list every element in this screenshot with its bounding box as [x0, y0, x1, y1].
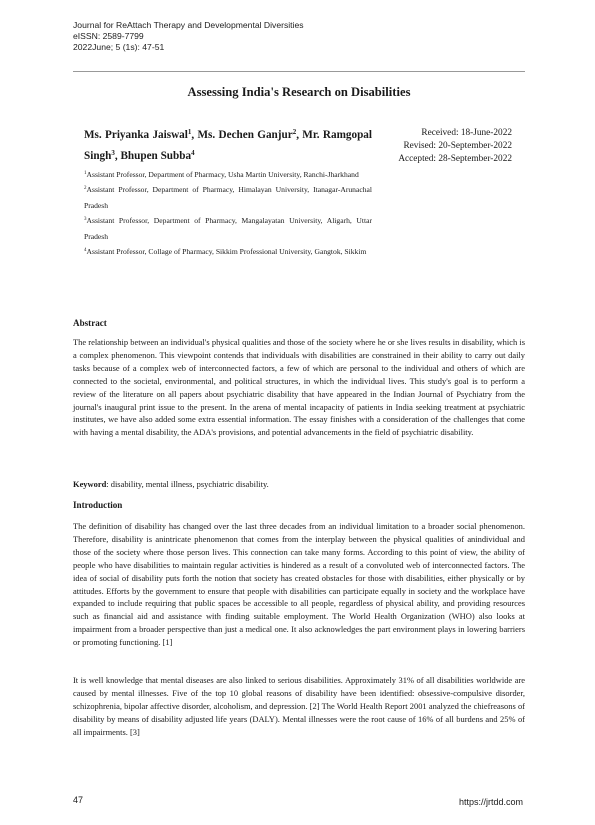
introduction-heading: Introduction [73, 500, 123, 510]
affiliation-sup: 1 [84, 171, 87, 176]
affiliation-list [84, 167, 372, 259]
journal-header [73, 20, 304, 53]
affiliation-sup: 3 [84, 217, 87, 223]
author-name: Mr. Ramgopal Singh [84, 129, 373, 162]
keywords-label: Keyword [73, 479, 107, 489]
keywords [73, 479, 269, 489]
submission-dates [398, 127, 512, 166]
page-number: 47 [73, 795, 84, 805]
author-separator: , [296, 129, 303, 141]
affiliation-text: Assistant Professor, Department of Pharmacy, Usha Martin University, Ranchi-Jharkhand [86, 170, 359, 179]
author-name: Bhupen Subba [120, 150, 192, 162]
header-divider [73, 71, 525, 72]
author-name: Ms. Priyanka Jaiswal [84, 129, 188, 141]
author-list [84, 125, 372, 167]
date-revised: Revised: 20-September-2022 [403, 141, 512, 151]
keywords-text: : disability, mental illness, psychiatric disability. [106, 479, 269, 489]
affiliation-sup: 4 [84, 248, 87, 254]
author-name: Ms. Dechen Ganjur [197, 129, 293, 141]
author-sup: 3 [111, 149, 115, 157]
affiliation [84, 167, 372, 182]
affiliation [84, 182, 372, 213]
affiliation-text: Assistant Professor, Collage of Pharmacy, Sikkim Professional University, Gangtok, Sikkim [86, 247, 367, 257]
introduction-paragraph-1: The definition of disability has changed over the last three decades from an individual limitation to a broader social phenomenon. Therefore, disability is anintricate phenomenon that comes from the interplay between the physical qualities of anindividual and those of the society where those person lives. This connection can take many forms. According to this point of view, the ability of people who have disabilities to maintain regular activities is hindered as a result of a convoluted web of interconnected factors. The idea of social of disability puts forth the notion that society has created obstacles for those with disabilities, either physically or by attitudes. Efforts by the government to ensure that people with disabilities can participate equally in society and the workplace have expanded to include requiring that public spaces be accessible to all people, regardless of physical ability, and providing resources such as financial aid and assistance with finding suitable employment. The World Health Organization (WHO) also looks at impairment from a broader perspective than just a medical one. It also acknowledges the part environment plays in lowering barriers or promoting functioning. [1] [73, 521, 525, 648]
abstract-body: The relationship between an individual's physical qualities and those of the society where he or she lives results in disability, which is a complex phenomenon. This viewpoint contends that individuals with disabilities are constrained in their ability to carry out daily tasks because of a complex web of interconnected factors, a few of which are personal to the individual and others of which are connected to the societal, environmental, and political structures, in which the individual lives. This study's goal is to perform a review of the literature on all papers about psychiatric disability that have appeared in the Indian Journal of Psychiatry from the journal's inaugural print issue to the present. In the arena of mental incapacity of patients in India seeking treatment at psychiatric institutes, we have also added some extra essential information. The essay finishes with a consideration of the challenges that come with having a mental disability, the ADA's provisions, and potential advancements in the field of psychiatric disability. [73, 337, 525, 438]
affiliation [84, 213, 372, 244]
author-separator: , [114, 150, 121, 162]
journal-url[interactable]: https://jrtdd.com [458, 797, 523, 807]
affiliation-text: Assistant Professor, Department of Pharmacy, Mangalayatan University, Aligarh, Uttar Pradesh [84, 216, 372, 241]
abstract-heading: Abstract [73, 318, 107, 328]
paper-title: Assessing India's Research on Disabilities [187, 85, 411, 99]
author-sup: 2 [292, 128, 297, 136]
author-sup: 4 [191, 149, 195, 157]
author-sup: 1 [187, 128, 192, 136]
affiliation-sup: 2 [84, 186, 87, 192]
date-accepted: Accepted: 28-September-2022 [398, 154, 512, 164]
journal-issn: eISSN: 2589-7799 [73, 31, 144, 41]
date-received: Received: 18-June-2022 [421, 128, 512, 138]
introduction-paragraph-2: It is well knowledge that mental diseases are also linked to serious disabilities. Approximately 31% of all disabilities worldwide are caused by mental illnesses. Five of the top 10 global reasons of disability have been identified: obsessive-compulsive disorder, schizophrenia, bipolar affective disorder, alcoholism, and depression. [2] The World Health Report 2001 analyzed the chiefreasons of disability by means of disability adjusted life years (DALY). Mental illnesses were the root cause of 16% of all burdens and 25% of all impairments. [3] [73, 675, 525, 737]
journal-issue: 2022June; 5 (1s): 47-51 [73, 42, 165, 52]
affiliation-text: Assistant Professor, Department of Pharmacy, Himalayan University, Itanagar-Arunachal Pradesh [84, 185, 372, 210]
author-separator: , [191, 129, 198, 141]
journal-name: Journal for ReAttach Therapy and Developmental Diversities [73, 20, 304, 30]
affiliation [84, 244, 372, 259]
